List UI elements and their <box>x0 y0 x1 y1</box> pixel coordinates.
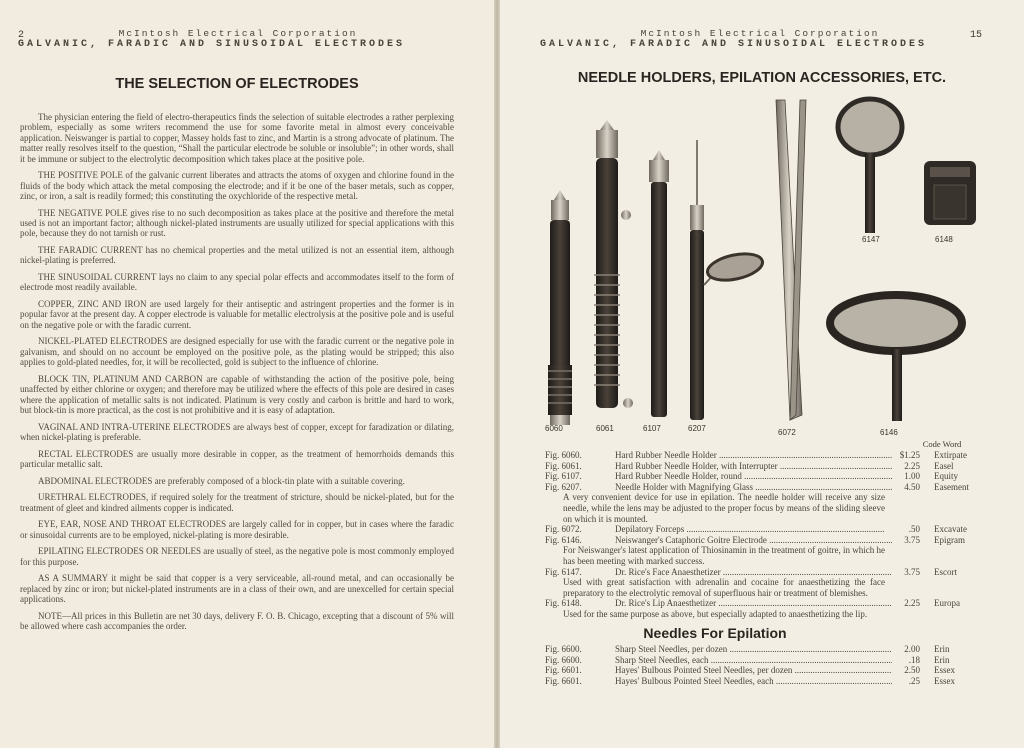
left-paragraph: VAGINAL AND INTRA-UTERINE ELECTRODES are always best of copper, except for faradization or dilating, when nickel-plating is preferable. <box>20 421 454 443</box>
catalog-description: Hard Rubber Needle Holder, with Interrupter ..... <box>615 461 892 472</box>
catalog-note: Used with great satisfaction with adrenalin and cocaine for anaesthetizing the face preparatory to the electrolytic removal of superfluous hair or treatment of blemishes. <box>563 577 885 598</box>
catalog-fig-number: Fig. 6147. <box>545 566 582 577</box>
left-page-number: 2 <box>18 30 25 41</box>
catalog-row <box>545 655 980 666</box>
right-page-number: 15 <box>970 30 983 41</box>
catalog-code-word: Easel <box>934 460 954 471</box>
catalog-note: A very convenient device for use in epilation. The needle holder will receive any size needle, while the lens may be adjusted to the proper focus by means of the sliding sleeve on which it is mounted. <box>563 492 885 524</box>
left-paragraph: COPPER, ZINC AND IRON are used largely for their antiseptic and astringent properties and the former is in popular favor at the present day. A copper electrode is valuable for metallic electrolysis at the positive pole and is useful on the negative pole or with the faradic current. <box>20 299 454 330</box>
right-running-head-corp: McIntosh Electrical Corporation <box>640 28 880 39</box>
catalog-description: Dr. Rice's Lip Anaesthetizer ..... <box>615 598 892 609</box>
needle-holder-6061-figure <box>594 120 633 408</box>
left-running-head-sub: GALVANIC, FARADIC AND SINUSOIDAL ELECTRODES <box>18 39 406 50</box>
code-word-header: Code Word <box>922 439 962 449</box>
needle-holder-6060-figure <box>548 190 572 425</box>
catalog-fig-number: Fig. 6601. <box>545 675 582 686</box>
catalog-row <box>545 567 980 578</box>
catalog-code-word: Essex <box>934 665 955 676</box>
catalog-price: 3.75 <box>904 534 920 545</box>
catalog-description: Sharp Steel Needles, each ..... <box>615 655 892 666</box>
catalog-fig-number: Fig. 6061. <box>545 460 582 471</box>
catalog-row <box>545 644 980 655</box>
catalog-price: .25 <box>908 675 920 686</box>
left-paragraph: THE FARADIC CURRENT has no chemical properties and the metal utilized is not an essential item, although nickel-plating is preferred. <box>20 245 454 266</box>
instrument-illustrations <box>540 95 990 435</box>
catalog-code-word: Equity <box>934 471 958 482</box>
left-paragraph: THE NEGATIVE POLE gives rise to no such decomposition as takes place at the positive and therefore the metal used is not an important factor; although nickel-plated instruments are usually utilized for special applications with this pole, because they do not tarnish or rust. <box>20 207 454 239</box>
catalog-fig-number: Fig. 6107. <box>545 471 582 482</box>
catalog-row <box>545 461 980 472</box>
catalog-row <box>545 665 980 676</box>
catalog-note: For Neiswanger's latest application of Thiosinamin in the treatment of goitre, in which he has been meeting with marked success. <box>563 545 885 566</box>
catalog-row <box>545 676 980 687</box>
catalog-row <box>545 598 980 609</box>
catalog-fig-number: Fig. 6600. <box>545 644 582 655</box>
catalog-price: 3.75 <box>904 566 920 577</box>
catalog-price: 4.50 <box>904 481 920 492</box>
catalog-code-word: Erin <box>934 644 950 655</box>
left-paragraph: NICKEL-PLATED ELECTRODES are designed especially for use with the faradic current or the negative pole in galvanism, and should on no account be employed on the positive pole, as the plating would be stripped; this also applies to gold-plated needles, for, it will be recollected, gold is subject to the influence of chlorine. <box>20 336 454 368</box>
fig-label-6072: 6072 <box>778 428 796 437</box>
catalog-row <box>545 524 980 535</box>
fig-label-6147: 6147 <box>862 235 880 244</box>
fig-label-6207: 6207 <box>688 424 706 433</box>
catalog-note: Used for the same purpose as above, but especially adapted to anaesthetizing the lip. <box>563 608 868 619</box>
catalog-description: Sharp Steel Needles, per dozen ..... <box>615 644 892 655</box>
left-paragraph: ABDOMINAL ELECTRODES are preferably composed of a block-tin plate with a suitable covering. <box>38 475 405 486</box>
catalog-description: Needle Holder with Magnifying Glass ..... <box>615 482 892 493</box>
left-page <box>0 0 494 748</box>
lip-anaesthetizer-6148-figure <box>924 161 976 225</box>
catalog-row <box>545 450 980 461</box>
catalog-fig-number: Fig. 6601. <box>545 665 582 676</box>
left-paragraph: The physician entering the field of electro-therapeutics finds the selection of suitable electrodes a rather perplexing problem, especially as some writers recommend the use for some favorite metal in almost every conceivable application. Neiswanger is partial to copper, Massey holds fast to zinc, and Martin is a strong advocate of platinum. The matter really resolves itself to the question, “Shall the particular electrode be soluble or insoluble”; in other words, shall it be immune or subject to the electrolytic decomposition which takes place at the positive pole. <box>20 112 454 164</box>
right-page-title: NEEDLE HOLDERS, EPILATION ACCESSORIES, ETC. <box>577 70 947 86</box>
left-paragraph: THE POSITIVE POLE of the galvanic current liberates and attracts the atoms of oxygen and chlorine found in the fluids of the body which attack the metal composing the electrode; and if it be one of the baser metals, such as copper, zinc, or iron, a salt is readily formed; this constituting the oxychloride of the respective metal. <box>20 170 454 202</box>
catalog-price: 2.25 <box>904 598 920 609</box>
catalog-code-word: Extirpate <box>934 450 967 460</box>
catalog-code-word: Europa <box>934 598 960 609</box>
left-paragraph: EYE, EAR, NOSE AND THROAT ELECTRODES are largely called for in copper, but in cases where the faradic or sinusoidal currents are to be employed, nickel-plating is more desirable. <box>20 519 454 540</box>
left-paragraph: URETHRAL ELECTRODES, if required solely for the treatment of stricture, should be nickel-plated, but for the treatment of gleet and kindred ailments copper is indicated. <box>20 492 454 513</box>
right-running-head <box>540 28 983 50</box>
catalog-code-word: Excavate <box>934 524 967 535</box>
forceps-6072-figure <box>776 100 806 420</box>
left-paragraph: THE SINUSOIDAL CURRENT lays no claim to any special polar effects and accommodates itself to the form of electrode most readily available. <box>20 272 454 293</box>
needle-holder-6107-figure <box>649 150 669 417</box>
catalog-code-word: Epigram <box>934 534 965 545</box>
needle-holder-6207-figure <box>690 140 765 420</box>
left-running-head-corp: McIntosh Electrical Corporation <box>118 28 358 39</box>
left-paragraph: NOTE—All prices in this Bulletin are net 30 days, delivery F. O. B. Chicago, excepting that a discount of 5% will be allowed where cash accompanies the order. <box>20 610 454 632</box>
left-paragraph: BLOCK TIN, PLATINUM AND CARBON are capable of withstanding the action of the positive pole, being unaffected by either chlorine or oxygen; and therefore may be utilized where the effects of this pole are desired in cases where the application of metallic salts is not indicated. Platinum is very costly and carbon is brittle and hard to work, but block-tin is more practical, as the cost is not prohibitive and it is easy of adaptation. <box>20 373 454 416</box>
needles-subtitle: Needles For Epilation <box>643 624 787 641</box>
catalog-price: 1.00 <box>904 471 920 482</box>
catalog-price: 2.50 <box>904 665 920 676</box>
catalog-fig-number: Fig. 6072. <box>545 524 582 535</box>
fig-label-6060: 6060 <box>545 424 563 433</box>
catalog-price: .50 <box>908 524 920 535</box>
catalog-code-word: Erin <box>934 654 950 665</box>
face-anaesthetizer-6147-figure <box>838 99 902 233</box>
fig-label-6146: 6146 <box>880 428 898 437</box>
left-running-head <box>18 28 458 50</box>
fig-label-6148: 6148 <box>935 235 953 244</box>
catalog-price: 2.25 <box>904 460 920 471</box>
catalog-code-word: Escort <box>934 566 957 577</box>
catalog-row <box>545 535 980 546</box>
catalog-fig-number: Fig. 6600. <box>545 654 582 665</box>
catalog-fig-number: Fig. 6146. <box>545 534 582 545</box>
catalog-description: Hayes' Bulbous Pointed Steel Needles, each ..... <box>615 676 892 687</box>
left-page-title: THE SELECTION OF ELECTRODES <box>115 76 359 92</box>
goitre-electrode-6146-figure <box>830 295 962 421</box>
catalog-price: $1.25 <box>899 450 920 460</box>
catalog-fig-number: Fig. 6148. <box>545 598 582 609</box>
right-running-head-sub: GALVANIC, FARADIC AND SINUSOIDAL ELECTRODES <box>540 39 928 50</box>
fig-label-6061: 6061 <box>596 424 614 433</box>
catalog-price: 2.00 <box>904 644 920 655</box>
catalog-code-word: Easement <box>934 481 969 492</box>
catalog-description: Neiswanger's Cataphoric Goitre Electrode ..... <box>615 535 892 546</box>
catalog-row <box>545 482 980 493</box>
left-paragraph: EPILATING ELECTRODES OR NEEDLES are usually of steel, as the negative pole is most commonly employed for this purpose. <box>20 546 454 567</box>
catalog-code-word: Essex <box>934 675 955 686</box>
catalog-description: Hard Rubber Needle Holder, round ..... <box>615 471 892 482</box>
catalog-description: Hard Rubber Needle Holder ..... <box>615 450 892 461</box>
catalog-fig-number: Fig. 6060. <box>545 450 582 460</box>
catalog-row <box>545 471 980 482</box>
left-paragraph: AS A SUMMARY it might be said that copper is a very serviceable, all-round metal, and can occasionally be replaced by zinc or iron; but nickel-plated instruments are in a class of their own, and are unexcelled for certain special applications. <box>20 573 454 605</box>
left-body-text <box>20 112 454 638</box>
price-catalog <box>545 450 980 686</box>
fig-label-6107: 6107 <box>643 424 661 433</box>
catalog-fig-number: Fig. 6207. <box>545 481 582 492</box>
catalog-price: .18 <box>908 654 920 665</box>
catalog-description: Depilatory Forceps ..... <box>615 524 892 535</box>
left-paragraph: RECTAL ELECTRODES are usually more desirable in copper, as the treatment of hemorrhoids demands this particular metallic salt. <box>20 448 454 470</box>
catalog-description: Hayes' Bulbous Pointed Steel Needles, per dozen ..... <box>615 665 892 676</box>
catalog-description: Dr. Rice's Face Anaesthetizer ..... <box>615 567 892 578</box>
